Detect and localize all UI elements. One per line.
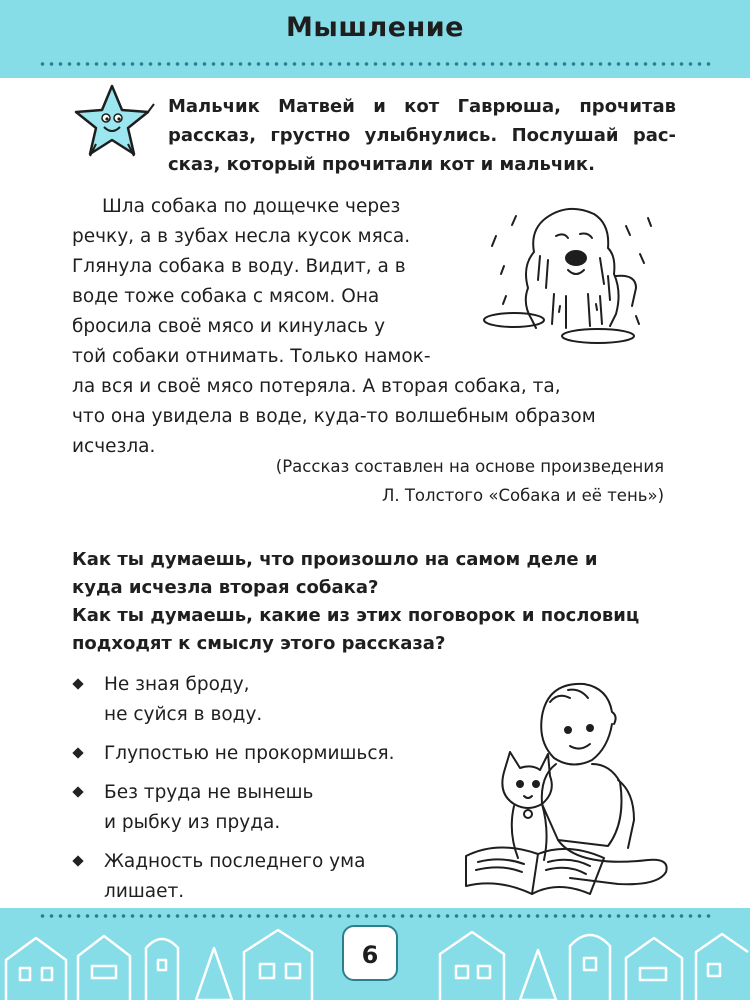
header-band: [0, 0, 750, 78]
proverb-item: [72, 739, 432, 769]
question-line: подходят к смыслу этого рассказа?: [72, 633, 446, 654]
source-line: (Рассказ составлен на основе произведения: [275, 457, 664, 476]
intro-line: Мальчик Матвей и кот Гаврюша, прочитав: [168, 96, 676, 117]
header-dotted-border: [38, 62, 712, 66]
star-mascot-icon: [72, 82, 156, 162]
story-line: Глянула собака в воду. Видит, а в: [72, 256, 406, 277]
intro-line: рассказ, грустно улыбнулись. Послушай рас-: [168, 125, 676, 146]
page-title: Мышление: [286, 12, 464, 43]
diamond-bullet-icon: [72, 747, 83, 758]
source-line: Л. Толстого «Собака и её тень»): [381, 486, 664, 505]
diamond-bullet-icon: [72, 678, 83, 689]
questions-block: [72, 546, 672, 658]
question-line: Как ты думаешь, что произошло на самом деле и: [72, 549, 598, 570]
proverb-line: Не зная броду,: [104, 674, 250, 695]
page-number: 6: [342, 925, 398, 981]
proverbs-list: [72, 670, 432, 916]
story-line: воде тоже собака с мясом. Она: [72, 286, 380, 307]
proverb-line: и рыбку из пруда.: [104, 812, 281, 833]
wet-dog-illustration: [476, 196, 662, 346]
boy-and-cat-reading-illustration: [458, 672, 678, 902]
proverb-item: [72, 670, 432, 730]
story-line: исчезла.: [72, 436, 156, 457]
story-line: бросила своё мясо и кинулась у: [72, 316, 386, 337]
proverb-line: лишает.: [104, 881, 185, 902]
source-citation: [180, 452, 664, 510]
proverb-item: [72, 847, 432, 907]
intro-line: сказ, который прочитали кот и мальчик.: [168, 154, 595, 175]
diamond-bullet-icon: [72, 786, 83, 797]
diamond-bullet-icon: [72, 855, 83, 866]
proverb-line: Жадность последнего ума: [104, 851, 366, 872]
story-line: Шла собака по дощечке через: [102, 196, 401, 217]
proverb-line: не суйся в воду.: [104, 704, 263, 725]
proverb-line: Глупостью не прокормишься.: [104, 743, 395, 764]
story-line: речку, а в зубах несла кусок мяса.: [72, 226, 411, 247]
story-line: ла вся и своё мясо потеряла. А вторая собака, та,: [72, 376, 561, 397]
question-line: Как ты думаешь, какие из этих поговорок и пословиц: [72, 605, 640, 626]
intro-paragraph: [168, 92, 676, 179]
question-line: куда исчезла вторая собака?: [72, 577, 379, 598]
story-line: той собаки отнимать. Только намок-: [72, 346, 431, 367]
story-line: что она увидела в воде, куда-то волшебным образом: [72, 406, 596, 427]
proverb-item: [72, 778, 432, 838]
proverb-line: Без труда не вынешь: [104, 782, 314, 803]
